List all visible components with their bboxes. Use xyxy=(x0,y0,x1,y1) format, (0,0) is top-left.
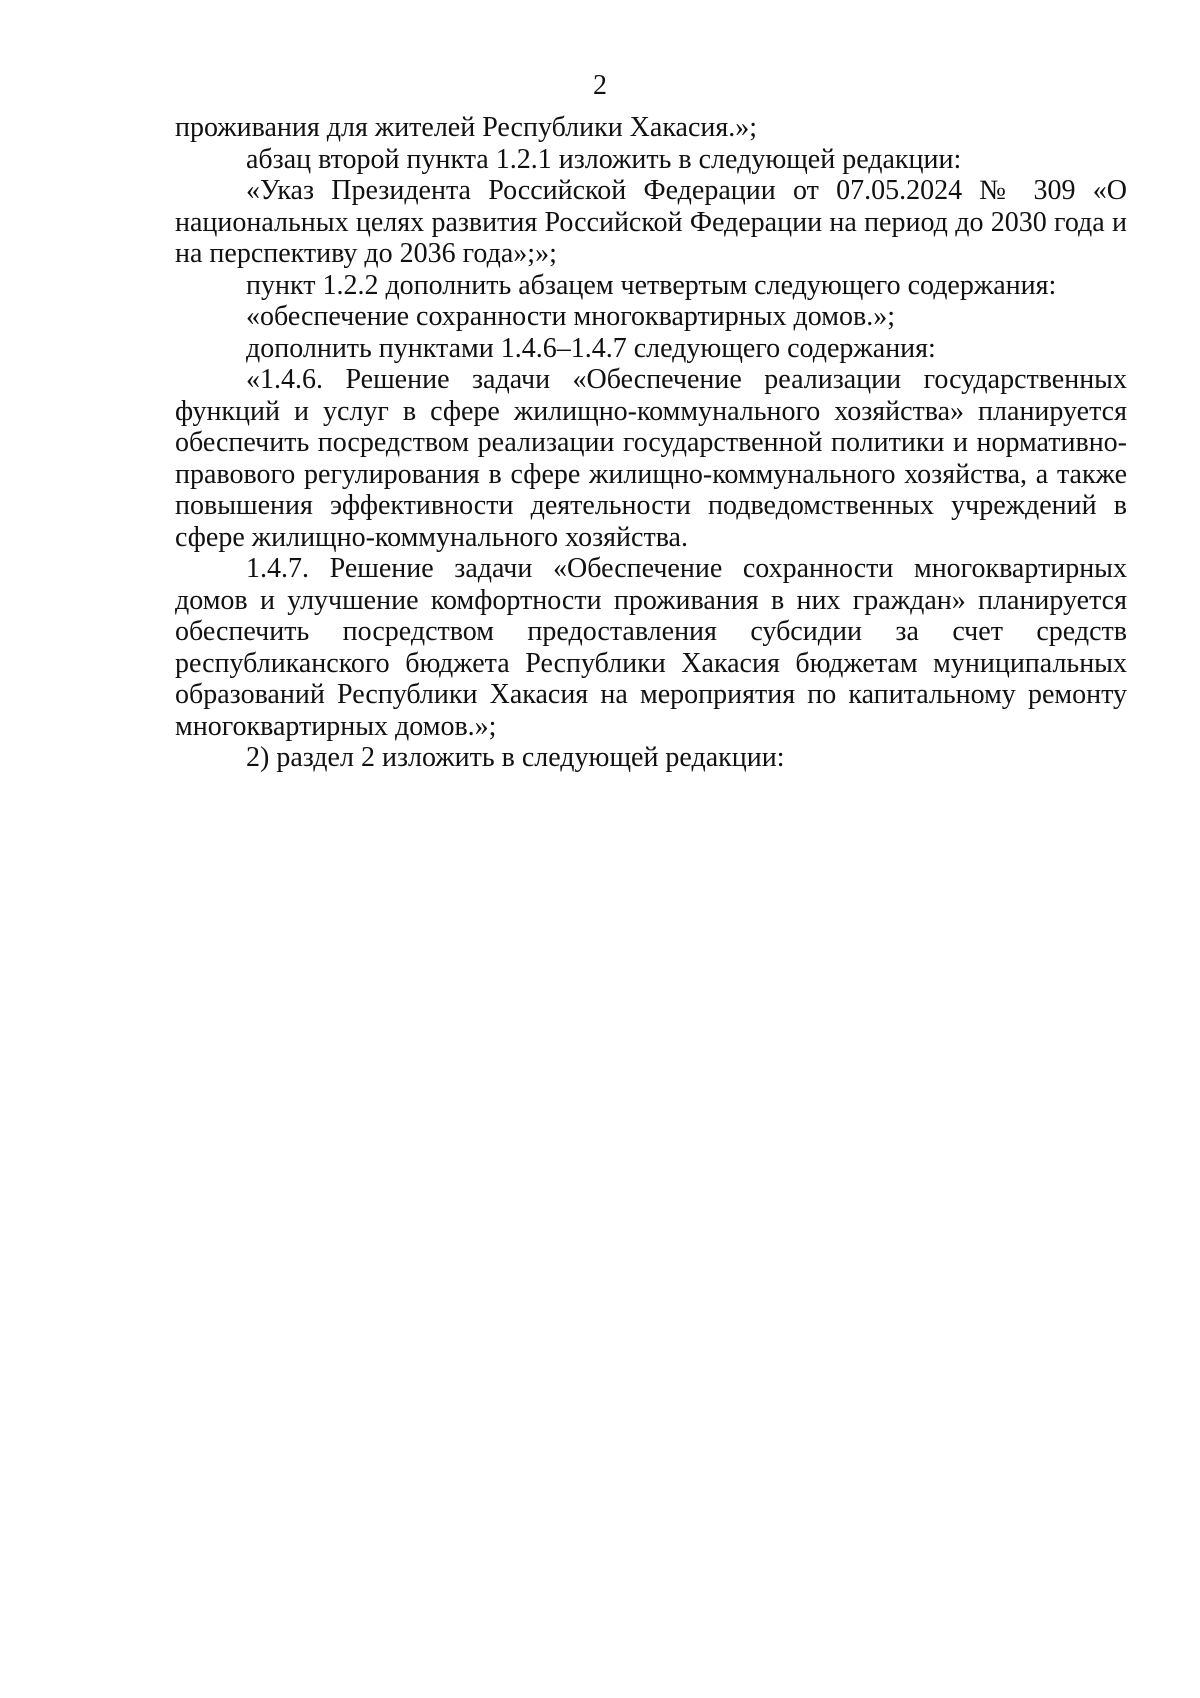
paragraph-add-clauses: дополнить пунктами 1.4.6–1.4.7 следующего содержания: xyxy=(246,332,936,364)
paragraph-preservation-text: «обеспечение сохранности многоквартирных домов.»; xyxy=(246,301,895,332)
paragraph-amendment-1-2-2: пункт 1.2.2 дополнить абзацем четвертым следующего содержания: xyxy=(246,269,1057,301)
paragraph-section-2: 2) раздел 2 изложить в следующей редакции: xyxy=(246,742,785,773)
paragraph-amendment-1-2-1: абзац второй пункта 1.2.1 изложить в следующей редакции: xyxy=(246,143,962,175)
page-number: 2 xyxy=(593,70,607,101)
paragraph-continuation: проживания для жителей Республики Хакасия.»; xyxy=(175,112,758,143)
paragraph-clause-1-4-6: «1.4.6. Решение задачи «Обеспечение реализации государственных функций и услуг в сфере жилищно-коммунального хозяйства» планируется обеспечить посредством реализации государственной политики и нормативно-правового регулирования в сфере жилищно-коммунального хозяйства, а также повышения эффективности деятельности подведомственных учреждений в сфере жилищно-коммунального хозяйства. xyxy=(175,364,1127,553)
document-body xyxy=(175,112,1127,774)
paragraph-presidential-decree: «Указ Президента Российской Федерации от 07.05.2024 № 309 «О национальных целях развития Российской Федерации на период до 2030 года и на перспективу до 2036 года»;»; xyxy=(175,175,1127,269)
paragraph-clause-1-4-7: 1.4.7. Решение задачи «Обеспечение сохранности многоквартирных домов и улучшение комфортности проживания в них граждан» планируется обеспечить посредством предоставления субсидии за счет средств республиканского бюджета Республики Хакасия бюджетам муниципальных образований Республики Хакасия на мероприятия по капитальному ремонту многоквартирных домов.»; xyxy=(175,553,1127,742)
